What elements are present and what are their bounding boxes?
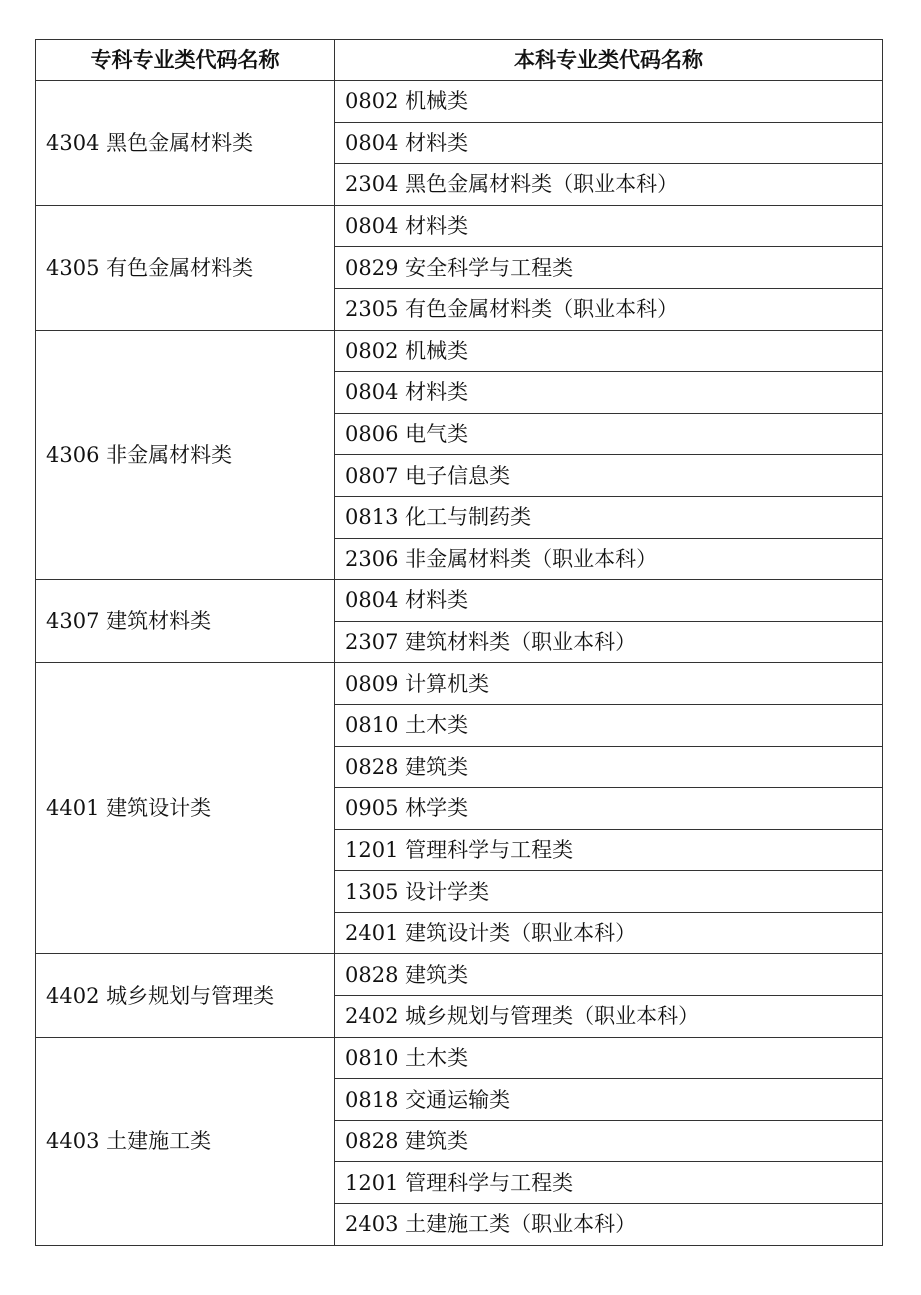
table-row — [36, 1037, 883, 1079]
junior-college-category: 4401 建筑设计类 — [36, 663, 335, 954]
undergraduate-category: 0804 材料类 — [335, 205, 883, 247]
undergraduate-category: 0828 建筑类 — [335, 746, 883, 788]
undergraduate-category: 0807 电子信息类 — [335, 455, 883, 497]
undergraduate-category: 2403 土建施工类（职业本科） — [335, 1204, 883, 1246]
undergraduate-category: 2306 非金属材料类（职业本科） — [335, 538, 883, 580]
undergraduate-category: 0905 林学类 — [335, 788, 883, 830]
undergraduate-category: 0802 机械类 — [335, 330, 883, 372]
table-row — [36, 663, 883, 705]
table-row — [36, 330, 883, 372]
header-undergraduate: 本科专业类代码名称 — [335, 40, 883, 81]
table-row — [36, 954, 883, 996]
undergraduate-category: 0804 材料类 — [335, 372, 883, 414]
table-row — [36, 81, 883, 123]
junior-college-category: 4402 城乡规划与管理类 — [36, 954, 335, 1037]
undergraduate-category: 1305 设计学类 — [335, 871, 883, 913]
junior-college-category: 4307 建筑材料类 — [36, 580, 335, 663]
undergraduate-category: 0802 机械类 — [335, 81, 883, 123]
undergraduate-category: 1201 管理科学与工程类 — [335, 829, 883, 871]
undergraduate-category: 0804 材料类 — [335, 580, 883, 622]
junior-college-category: 4305 有色金属材料类 — [36, 205, 335, 330]
table-row — [36, 580, 883, 622]
undergraduate-category: 0818 交通运输类 — [335, 1079, 883, 1121]
junior-college-category: 4306 非金属材料类 — [36, 330, 335, 580]
undergraduate-category: 0829 安全科学与工程类 — [335, 247, 883, 289]
undergraduate-category: 2402 城乡规划与管理类（职业本科） — [335, 996, 883, 1038]
undergraduate-category: 0804 材料类 — [335, 122, 883, 164]
header-row — [36, 40, 883, 81]
undergraduate-category: 2304 黑色金属材料类（职业本科） — [335, 164, 883, 206]
undergraduate-category: 0809 计算机类 — [335, 663, 883, 705]
header-junior-college: 专科专业类代码名称 — [36, 40, 335, 81]
undergraduate-category: 0828 建筑类 — [335, 954, 883, 996]
undergraduate-category: 0810 土木类 — [335, 1037, 883, 1079]
major-mapping-table — [35, 39, 883, 1246]
undergraduate-category: 0806 电气类 — [335, 413, 883, 455]
junior-college-category: 4304 黑色金属材料类 — [36, 81, 335, 206]
undergraduate-category: 2305 有色金属材料类（职业本科） — [335, 288, 883, 330]
undergraduate-category: 2401 建筑设计类（职业本科） — [335, 912, 883, 954]
undergraduate-category: 0810 土木类 — [335, 704, 883, 746]
undergraduate-category: 1201 管理科学与工程类 — [335, 1162, 883, 1204]
table-row — [36, 205, 883, 247]
junior-college-category: 4403 土建施工类 — [36, 1037, 335, 1245]
undergraduate-category: 2307 建筑材料类（职业本科） — [335, 621, 883, 663]
undergraduate-category: 0813 化工与制药类 — [335, 496, 883, 538]
undergraduate-category: 0828 建筑类 — [335, 1120, 883, 1162]
table-body — [36, 81, 883, 1246]
